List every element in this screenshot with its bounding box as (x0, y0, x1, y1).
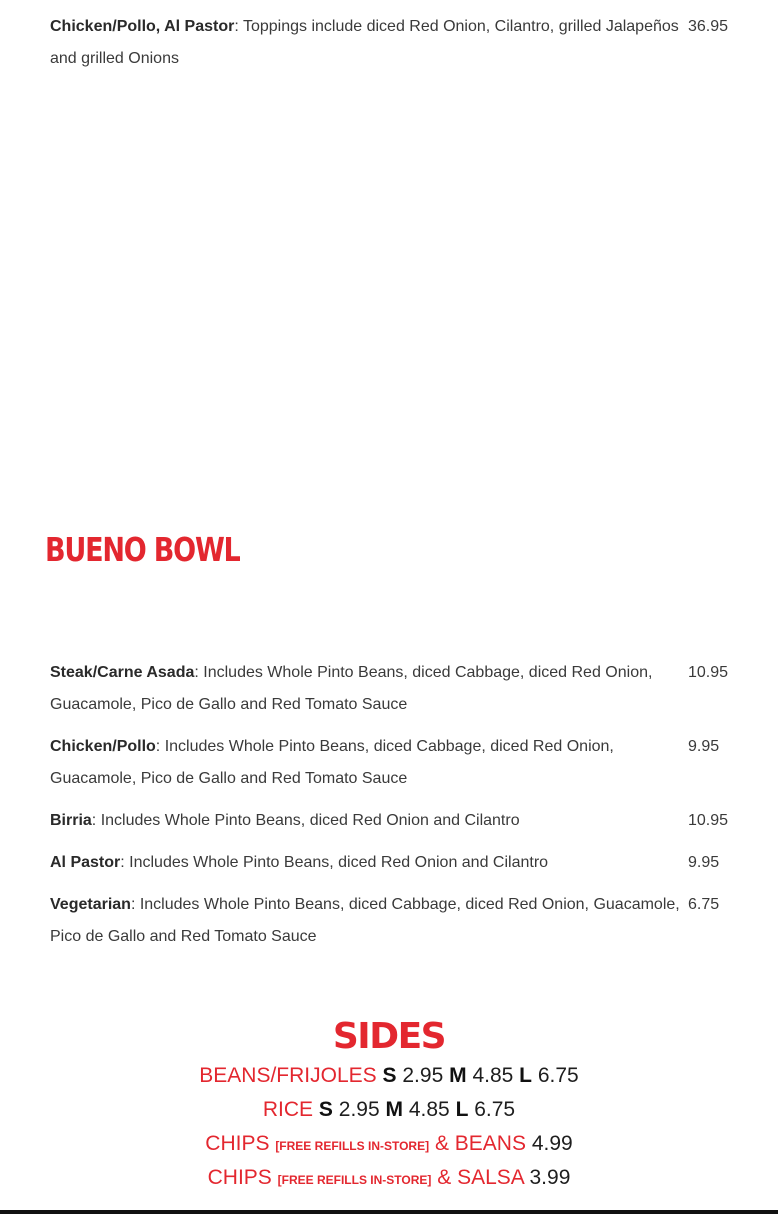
menu-item-name: Chicken/Pollo, Al Pastor (50, 18, 235, 35)
menu-item-name: Chicken/Pollo (50, 738, 156, 755)
menu-item-description: : Toppings include diced Red Onion, Cilantro, grilled Jalapeños and grilled Onions (50, 18, 679, 67)
sides-line-chips-beans (0, 1127, 778, 1163)
menu-item-birria (50, 805, 730, 837)
size-medium-label: M (385, 1098, 403, 1121)
menu-item-price: 9.95 (688, 854, 720, 871)
menu-item-vegetarian (50, 889, 730, 953)
menu-item-text (50, 11, 680, 75)
size-large-label: L (519, 1064, 532, 1087)
side-note: [FREE REFILLS IN-STORE] (275, 1139, 430, 1153)
sides-line-beans (0, 1059, 778, 1093)
menu-item-description: : Includes Whole Pinto Beans, diced Red Onion and Cilantro (91, 812, 520, 829)
size-large-label: L (455, 1098, 469, 1121)
size-large-price: 6.75 (474, 1098, 516, 1121)
menu-item-text (50, 805, 680, 837)
size-small-label: S (382, 1064, 397, 1087)
size-medium-price: 4.85 (408, 1098, 450, 1121)
menu-item-steak (50, 657, 730, 721)
section-title-sides: SIDES (332, 1016, 446, 1057)
side-suffix: & BEANS (434, 1132, 526, 1155)
side-label: BEANS/FRIJOLES (199, 1064, 377, 1087)
menu-item-price: 6.75 (688, 896, 720, 913)
size-large-price: 6.75 (537, 1064, 579, 1087)
menu-item-name: Birria (50, 812, 92, 829)
menu-item-chicken (50, 731, 730, 795)
menu-item-text (50, 657, 680, 721)
menu-item-description: : Includes Whole Pinto Beans, diced Cabbage, diced Red Onion, Guacamole, Pico de Gallo and Red Tomato Sauce (50, 664, 653, 713)
size-small-price: 2.95 (402, 1064, 444, 1087)
menu-item-description: : Includes Whole Pinto Beans, diced Red Onion and Cilantro (120, 854, 549, 871)
side-note: [FREE REFILLS IN-STORE] (277, 1173, 432, 1187)
menu-item-name: Vegetarian (50, 896, 131, 913)
menu-item-text (50, 889, 680, 953)
size-medium-label: M (449, 1064, 467, 1087)
side-label: CHIPS (205, 1132, 270, 1155)
side-price: 4.99 (531, 1132, 573, 1155)
section-title-bueno-bowl: BUENO BOWL (45, 530, 240, 569)
menu-item-price: 9.95 (688, 738, 720, 755)
side-price: 3.99 (529, 1166, 571, 1189)
menu-item-name: Steak/Carne Asada (50, 664, 195, 681)
menu-item-name: Al Pastor (50, 854, 121, 871)
menu-item-price: 36.95 (688, 18, 729, 35)
size-small-label: S (318, 1098, 333, 1121)
menu-item-chicken-al-pastor (50, 11, 730, 75)
size-small-price: 2.95 (338, 1098, 380, 1121)
menu-item-text (50, 847, 680, 879)
bottom-divider (0, 1210, 778, 1214)
side-suffix: & SALSA (437, 1166, 524, 1189)
menu-item-description: : Includes Whole Pinto Beans, diced Cabbage, diced Red Onion, Guacamole, Pico de Gallo and Red Tomato Sauce (50, 896, 680, 945)
menu-item-price: 10.95 (688, 812, 729, 829)
sides-line-chips-salsa (0, 1161, 778, 1197)
size-medium-price: 4.85 (472, 1064, 514, 1087)
menu-item-description: : Includes Whole Pinto Beans, diced Cabbage, diced Red Onion, Guacamole, Pico de Gallo and Red Tomato Sauce (50, 738, 614, 787)
side-label: RICE (262, 1098, 314, 1121)
menu-item-al-pastor (50, 847, 730, 879)
sides-line-rice (0, 1093, 778, 1127)
menu-item-text (50, 731, 680, 795)
side-label: CHIPS (207, 1166, 272, 1189)
menu-item-price: 10.95 (688, 664, 729, 681)
